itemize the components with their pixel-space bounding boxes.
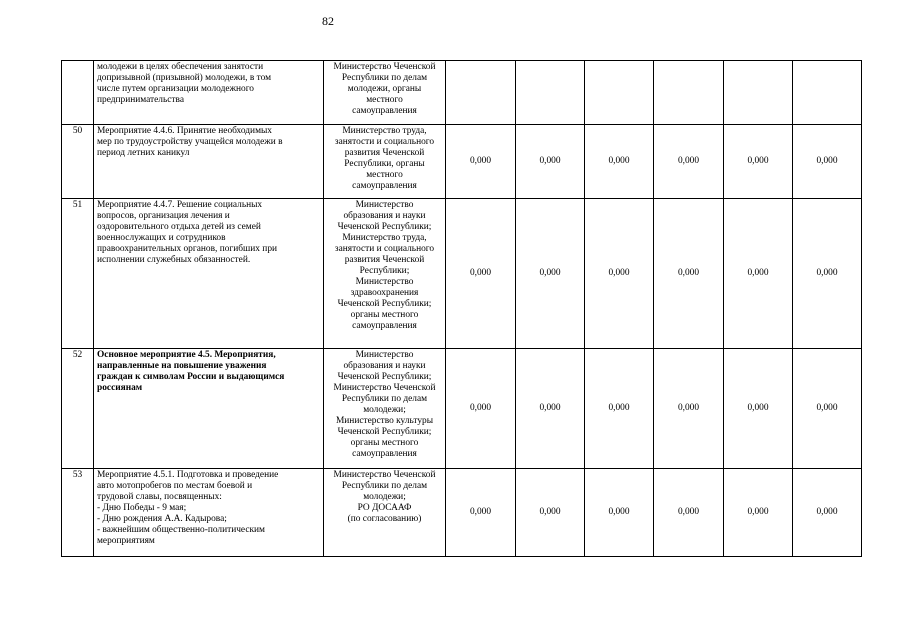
executor-line: занятости и социального — [334, 244, 435, 254]
executor-line: Республики по делам — [341, 73, 428, 83]
executor-line: Министерство труда, — [342, 233, 427, 243]
executor-line: молодежи; — [363, 405, 406, 415]
funding-value-cell — [793, 61, 862, 125]
row-number-cell: 50 — [62, 125, 94, 199]
executor-cell — [324, 61, 446, 125]
executor-cell — [324, 125, 446, 199]
activity-description-cell — [94, 61, 324, 125]
executor-line: молодежи, органы — [347, 84, 422, 94]
funding-value-cell: 0,000 — [724, 469, 793, 557]
activity-description-cell — [94, 469, 324, 557]
funding-value-cell: 0,000 — [793, 349, 862, 469]
description-line: - Дню рождения А.А. Кадырова; — [97, 514, 227, 524]
funding-value-cell: 0,000 — [654, 469, 724, 557]
funding-value-cell: 0,000 — [654, 349, 724, 469]
description-line: Мероприятие 4.4.7. Решение социальных — [97, 200, 263, 210]
funding-value-cell: 0,000 — [585, 125, 654, 199]
executor-line: (по согласованию) — [347, 514, 422, 524]
funding-value-cell: 0,000 — [724, 125, 793, 199]
description-line: мероприятиям — [97, 536, 155, 546]
funding-value-cell: 0,000 — [516, 349, 585, 469]
executor-line: самоуправления — [352, 321, 417, 331]
executor-line: Республики, органы — [344, 159, 425, 169]
description-line: военнослужащих и сотрудников — [97, 233, 226, 243]
funding-value-cell: 0,000 — [516, 199, 585, 349]
description-line: мер по трудоустройству учащейся молодежи в — [97, 137, 283, 147]
executor-line: молодежи; — [363, 492, 406, 502]
executor-line: Министерство культуры — [335, 416, 434, 426]
program-table — [61, 60, 862, 557]
executor-line: Министерство труда, — [342, 126, 427, 136]
funding-value-cell — [724, 61, 793, 125]
description-line: оздоровительного отдыха детей из семей — [97, 222, 261, 232]
executor-cell — [324, 469, 446, 557]
table-row — [62, 61, 862, 125]
executor-line: местного — [366, 170, 403, 180]
description-line: трудовой славы, посвященных: — [97, 492, 222, 502]
description-line: числе путем организации молодежного — [97, 84, 254, 94]
funding-value-cell: 0,000 — [446, 199, 516, 349]
executor-cell — [324, 349, 446, 469]
table-row — [62, 125, 862, 199]
activity-description-cell — [94, 125, 324, 199]
activity-description-cell — [94, 199, 324, 349]
funding-value-cell: 0,000 — [793, 469, 862, 557]
description-line: - важнейшим общественно-политическим — [97, 525, 265, 535]
executor-line: занятости и социального — [334, 137, 435, 147]
description-line: россиянам — [97, 383, 143, 393]
description-line: исполнении служебных обязанностей. — [97, 255, 251, 265]
row-number-cell — [62, 61, 94, 125]
funding-value-cell: 0,000 — [793, 199, 862, 349]
executor-line: образования и науки — [343, 361, 426, 371]
executor-line: Чеченской Республики; — [337, 372, 432, 382]
executor-line: Чеченской Республики; — [337, 427, 432, 437]
description-line: Мероприятие 4.4.6. Принятие необходимых — [97, 126, 272, 136]
description-line: граждан к символам России и выдающимся — [97, 372, 285, 382]
executor-line: самоуправления — [352, 106, 417, 116]
funding-value-cell — [654, 61, 724, 125]
funding-value-cell: 0,000 — [724, 349, 793, 469]
funding-value-cell: 0,000 — [654, 125, 724, 199]
funding-value-cell: 0,000 — [446, 125, 516, 199]
description-line: авто мотопробегов по местам боевой и — [97, 481, 253, 491]
row-number-cell: 52 — [62, 349, 94, 469]
description-line: допризывной (призывной) молодежи, в том — [97, 73, 272, 83]
executor-line: местного — [366, 95, 403, 105]
executor-line: Республики; — [359, 266, 410, 276]
funding-value-cell: 0,000 — [654, 199, 724, 349]
executor-line: органы местного — [350, 438, 419, 448]
executor-line: Республики по делам — [341, 394, 428, 404]
executor-line: здравоохранения — [350, 288, 419, 298]
description-line: - Дню Победы - 9 мая; — [97, 503, 187, 513]
description-line: правоохранительных органов, погибших при — [97, 244, 278, 254]
executor-line: образования и науки — [343, 211, 426, 221]
description-line: направленные на повышение уважения — [97, 361, 267, 371]
table-row — [62, 199, 862, 349]
funding-value-cell — [516, 61, 585, 125]
executor-line: Министерство — [355, 277, 414, 287]
executor-line: Министерство — [355, 200, 414, 210]
executor-line: самоуправления — [352, 449, 417, 459]
description-line: Основное мероприятие 4.5. Мероприятия, — [97, 350, 276, 360]
funding-value-cell: 0,000 — [724, 199, 793, 349]
page-number: 82 — [322, 14, 334, 28]
executor-line: развития Чеченской — [344, 255, 425, 265]
executor-line: самоуправления — [352, 181, 417, 191]
description-line: Мероприятие 4.5.1. Подготовка и проведение — [97, 470, 279, 480]
executor-line: Министерство Чеченской — [333, 470, 436, 480]
executor-line: Министерство Чеченской — [333, 62, 436, 72]
funding-value-cell: 0,000 — [585, 469, 654, 557]
executor-line: органы местного — [350, 310, 419, 320]
funding-value-cell: 0,000 — [516, 125, 585, 199]
funding-value-cell: 0,000 — [516, 469, 585, 557]
executor-line: развития Чеченской — [344, 148, 425, 158]
funding-value-cell: 0,000 — [446, 349, 516, 469]
executor-line: Министерство — [355, 350, 414, 360]
funding-value-cell — [585, 61, 654, 125]
executor-line: Республики по делам — [341, 481, 428, 491]
description-line: период летних каникул — [97, 148, 190, 158]
row-number-cell: 51 — [62, 199, 94, 349]
funding-value-cell: 0,000 — [446, 469, 516, 557]
row-number-cell: 53 — [62, 469, 94, 557]
executor-line: Министерство Чеченской — [333, 383, 436, 393]
funding-value-cell: 0,000 — [585, 349, 654, 469]
activity-description-cell — [94, 349, 324, 469]
table-row — [62, 349, 862, 469]
description-line: вопросов, организация лечения и — [97, 211, 230, 221]
description-line: предпринимательства — [97, 95, 184, 105]
table-row — [62, 469, 862, 557]
executor-line: Чеченской Республики; — [337, 299, 432, 309]
funding-value-cell — [446, 61, 516, 125]
funding-value-cell: 0,000 — [585, 199, 654, 349]
executor-line: РО ДОСААФ — [357, 503, 412, 513]
executor-cell — [324, 199, 446, 349]
funding-value-cell: 0,000 — [793, 125, 862, 199]
executor-line: Чеченской Республики; — [337, 222, 432, 232]
description-line: молодежи в целях обеспечения занятости — [97, 62, 264, 72]
